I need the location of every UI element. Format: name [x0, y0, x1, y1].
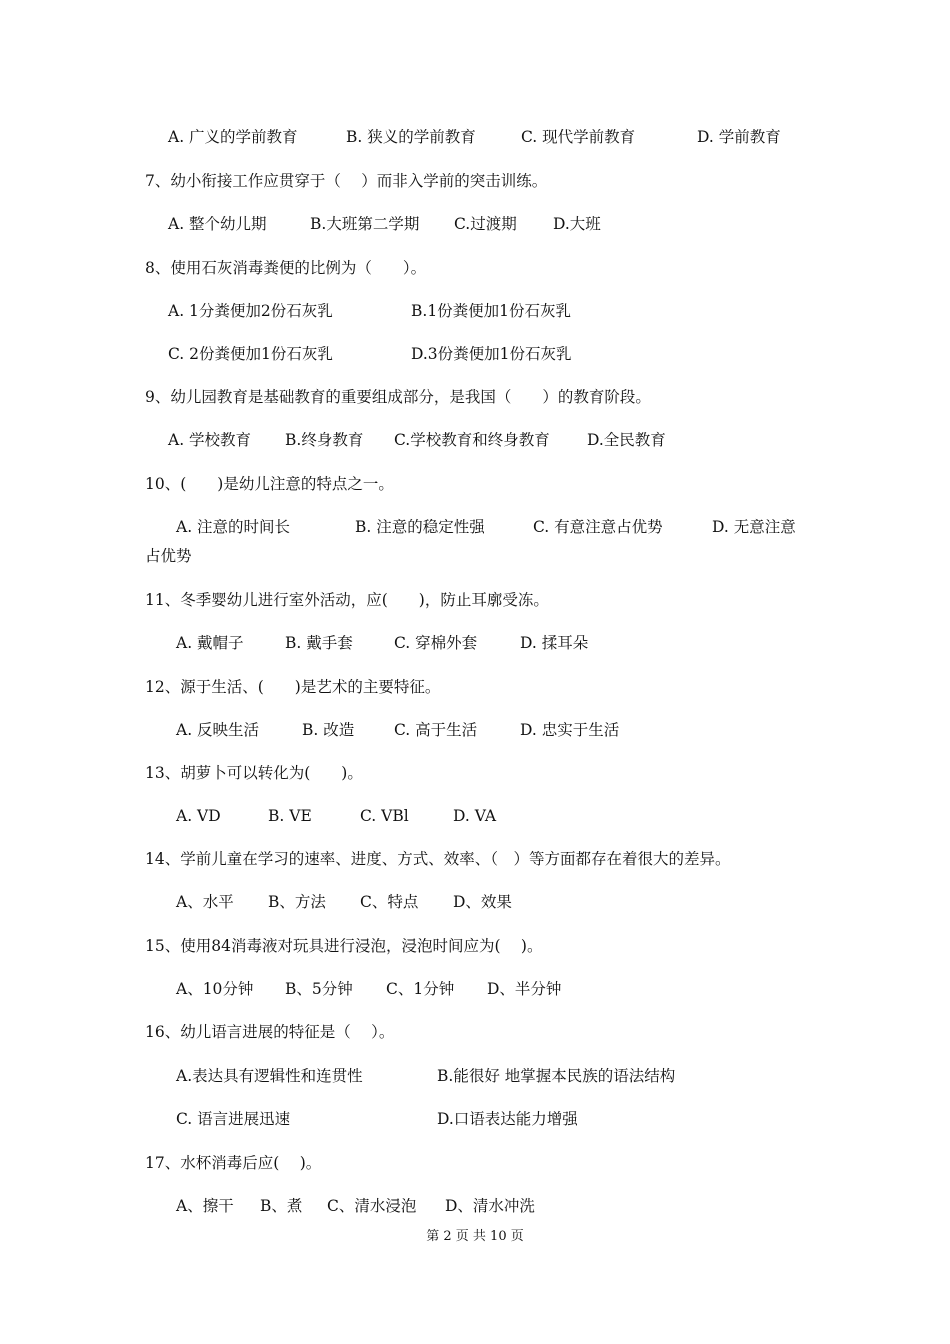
q10-option-d: D. 无意注意: [712, 518, 796, 536]
q11-option-c: C. 穿棉外套: [394, 634, 478, 652]
q10-option-c: C. 有意注意占优势: [533, 518, 663, 536]
q6-option-d: D. 学前教育: [697, 128, 781, 146]
q12-option-d: D. 忠实于生活: [520, 721, 620, 739]
q8-option-a: A. 1分粪便加2份石灰乳: [168, 302, 333, 320]
q11-option-a: A. 戴帽子: [176, 634, 244, 652]
q15-option-b: B、5分钟: [285, 980, 353, 998]
q14-option-c: C、特点: [360, 893, 419, 911]
q7-option-c: C.过渡期: [454, 215, 517, 233]
question-12-stem: 12、源于生活、( )是艺术的主要特征。: [145, 678, 441, 696]
question-13-stem: 13、胡萝卜可以转化为( )。: [145, 764, 363, 782]
q13-option-d: D. VA: [453, 807, 497, 825]
q9-option-a: A. 学校教育: [168, 431, 252, 449]
q9-option-c: C.学校教育和终身教育: [394, 431, 550, 449]
q9-option-d: D.全民教育: [587, 431, 666, 449]
q8-option-d: D.3份粪便加1份石灰乳: [411, 345, 572, 363]
q7-option-d: D.大班: [553, 215, 601, 233]
q8-option-c: C. 2份粪便加1份石灰乳: [168, 345, 333, 363]
q14-option-b: B、方法: [268, 893, 326, 911]
question-17-stem: 17、水杯消毒后应( )。: [145, 1154, 322, 1172]
q6-option-a: A. 广义的学前教育: [168, 128, 298, 146]
q16-option-a: A.表达具有逻辑性和连贯性: [176, 1067, 363, 1085]
q14-option-a: A、水平: [176, 893, 234, 911]
q13-option-a: A. VD: [176, 807, 221, 825]
q6-option-b: B. 狭义的学前教育: [346, 128, 476, 146]
q10-option-d-wrap: 占优势: [145, 547, 192, 565]
q17-option-b: B、煮: [260, 1197, 303, 1215]
q8-option-b: B.1份粪便加1份石灰乳: [411, 302, 572, 320]
q16-option-c: C. 语言进展迅速: [176, 1110, 291, 1128]
q7-option-b: B.大班第二学期: [310, 215, 420, 233]
question-14-stem: 14、学前儿童在学习的速率、进度、方式、效率、（ ）等方面都存在着很大的差异。: [145, 850, 731, 868]
question-11-stem: 11、冬季婴幼儿进行室外活动，应( )，防止耳廓受冻。: [145, 591, 549, 609]
question-8-stem: 8、使用石灰消毒粪便的比例为（ ）。: [145, 259, 427, 277]
q11-option-b: B. 戴手套: [285, 634, 353, 652]
question-7-stem: 7、幼小衔接工作应贯穿于（ ）而非入学前的突击训练。: [145, 172, 548, 190]
q16-option-d: D.口语表达能力增强: [437, 1110, 578, 1128]
q12-option-b: B. 改造: [302, 721, 355, 739]
q10-option-a: A. 注意的时间长: [176, 518, 291, 536]
question-15-stem: 15、使用84消毒液对玩具进行浸泡，浸泡时间应为( )。: [145, 937, 543, 955]
q16-option-b: B.能很好 地掌握本民族的语法结构: [437, 1067, 676, 1085]
q17-option-c: C、清水浸泡: [327, 1197, 417, 1215]
q17-option-d: D、清水冲洗: [445, 1197, 535, 1215]
q11-option-d: D. 揉耳朵: [520, 634, 589, 652]
q17-option-a: A、擦干: [176, 1197, 234, 1215]
q15-option-c: C、1分钟: [386, 980, 455, 998]
q12-option-c: C. 高于生活: [394, 721, 478, 739]
q7-option-a: A. 整个幼儿期: [168, 215, 267, 233]
q15-option-d: D、半分钟: [487, 980, 562, 998]
q13-option-c: C. VBl: [360, 807, 409, 825]
q12-option-a: A. 反映生活: [176, 721, 260, 739]
q6-option-c: C. 现代学前教育: [521, 128, 636, 146]
q9-option-b: B.终身教育: [285, 431, 364, 449]
question-9-stem: 9、幼儿园教育是基础教育的重要组成部分，是我国（ ）的教育阶段。: [145, 388, 651, 406]
q10-option-b: B. 注意的稳定性强: [355, 518, 485, 536]
page-footer: 第 2 页 共 10 页: [426, 1229, 524, 1244]
q15-option-a: A、10分钟: [176, 980, 254, 998]
question-10-stem: 10、( )是幼儿注意的特点之一。: [145, 475, 394, 493]
q14-option-d: D、效果: [453, 893, 512, 911]
question-16-stem: 16、幼儿语言进展的特征是（ ）。: [145, 1023, 395, 1041]
q13-option-b: B. VE: [268, 807, 312, 825]
